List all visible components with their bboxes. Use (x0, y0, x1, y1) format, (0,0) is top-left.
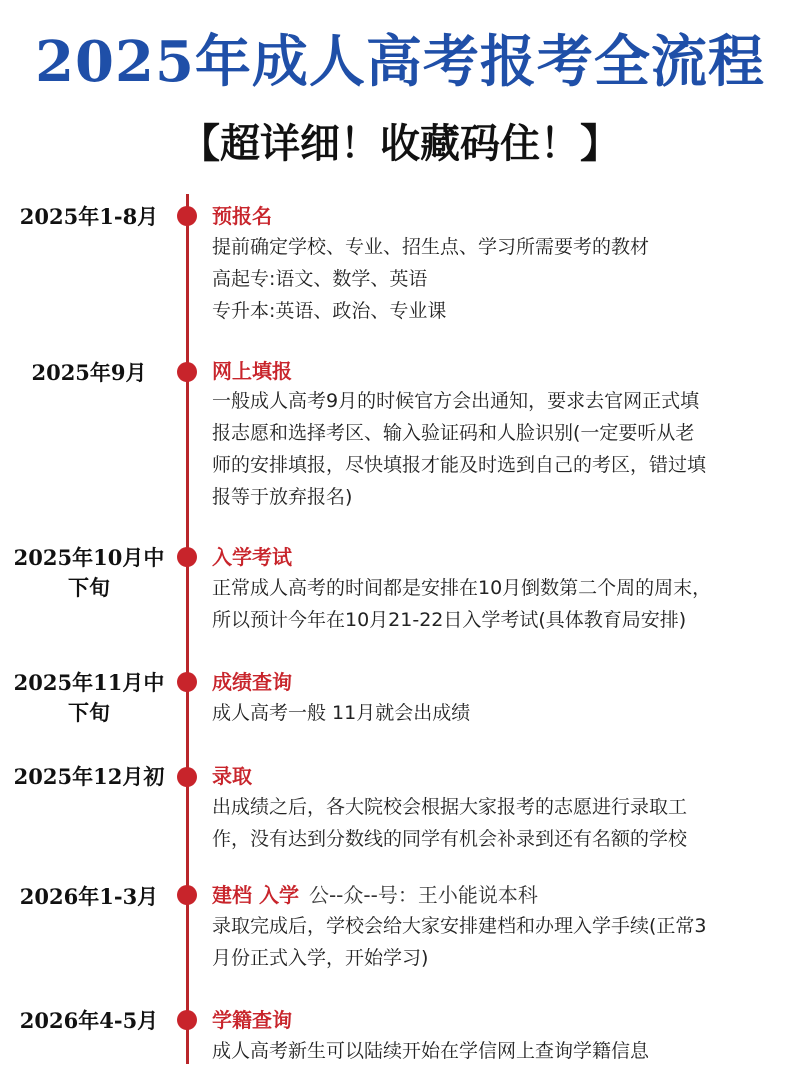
event-line: 报志愿和选择考区、输入验证码和人脸识别(一定要听从老 (212, 422, 695, 444)
event-date (4, 668, 174, 728)
event-line: 出成绩之后，各大院校会根据大家报考的志愿进行录取工 (212, 796, 688, 818)
timeline-dot (177, 672, 197, 692)
event-date (4, 543, 174, 603)
event-title-text: 建档 入学 (212, 883, 299, 907)
event-date-line: 2025年11月中 (13, 670, 165, 695)
event-title (212, 880, 538, 910)
event-date (4, 202, 174, 232)
timeline-dot (177, 206, 197, 226)
timeline-axis (186, 194, 189, 1064)
event-date-line: 2025年10月中 (13, 545, 165, 570)
event-title: 成绩查询 (212, 670, 292, 694)
event-date-line: 下旬 (68, 575, 110, 600)
timeline-dot (177, 547, 197, 567)
event-description (212, 791, 792, 855)
event-date (4, 882, 174, 912)
event-line: 提前确定学校、专业、招生点、学习所需要考的教材 (212, 236, 650, 258)
event-note: 公--众--号：王小能说本科 (308, 883, 538, 907)
event-description (212, 231, 792, 327)
timeline-dot (177, 885, 197, 905)
event-line: 师的安排填报，尽快填报才能及时选到自己的考区，错过填 (212, 454, 707, 476)
event-line: 所以预计今年在10月21-22日入学考试(具体教育局安排) (212, 609, 687, 631)
timeline-dot (177, 767, 197, 787)
event-description (212, 1035, 792, 1067)
event-date-line: 2025年1-8月 (19, 204, 159, 229)
event-date-line: 2026年4-5月 (19, 1008, 159, 1033)
event-date-line: 2026年1-3月 (19, 884, 159, 909)
event-description (212, 385, 792, 513)
event-date (4, 1006, 174, 1036)
event-date-line: 2025年12月初 (13, 764, 165, 789)
event-title: 预报名 (212, 204, 272, 228)
event-date (4, 358, 174, 388)
event-line: 高起专:语文、数学、英语 (212, 268, 428, 290)
event-line: 专升本:英语、政治、专业课 (212, 300, 447, 322)
event-title: 录取 (212, 764, 252, 788)
event-line: 月份正式入学，开始学习) (212, 947, 429, 969)
event-description (212, 697, 792, 729)
page-title: 2025年成人高考报考全流程 (35, 29, 765, 95)
event-line: 作，没有达到分数线的同学有机会补录到还有名额的学校 (212, 828, 688, 850)
event-title: 网上填报 (212, 359, 292, 383)
event-description (212, 572, 792, 636)
timeline-dot (177, 362, 197, 382)
event-line: 一般成人高考9月的时候官方会出通知，要求去官网正式填 (212, 390, 700, 412)
event-line: 成人高考一般 11月就会出成绩 (212, 702, 471, 724)
event-line: 成人高考新生可以陆续开始在学信网上查询学籍信息 (212, 1040, 650, 1062)
timeline-dot (177, 1010, 197, 1030)
event-line: 报等于放弃报名) (212, 486, 353, 508)
event-line: 正常成人高考的时间都是安排在10月倒数第二个周的周末， (212, 577, 712, 599)
page-subtitle: 【超详细！收藏码住！】 (180, 120, 620, 167)
event-description (212, 910, 792, 974)
event-title: 入学考试 (212, 545, 292, 569)
event-date (4, 762, 174, 792)
event-title: 学籍查询 (212, 1008, 292, 1032)
event-date-line: 2025年9月 (31, 360, 147, 385)
event-line: 录取完成后，学校会给大家安排建档和办理入学手续(正常3 (212, 915, 707, 937)
event-date-line: 下旬 (68, 700, 110, 725)
